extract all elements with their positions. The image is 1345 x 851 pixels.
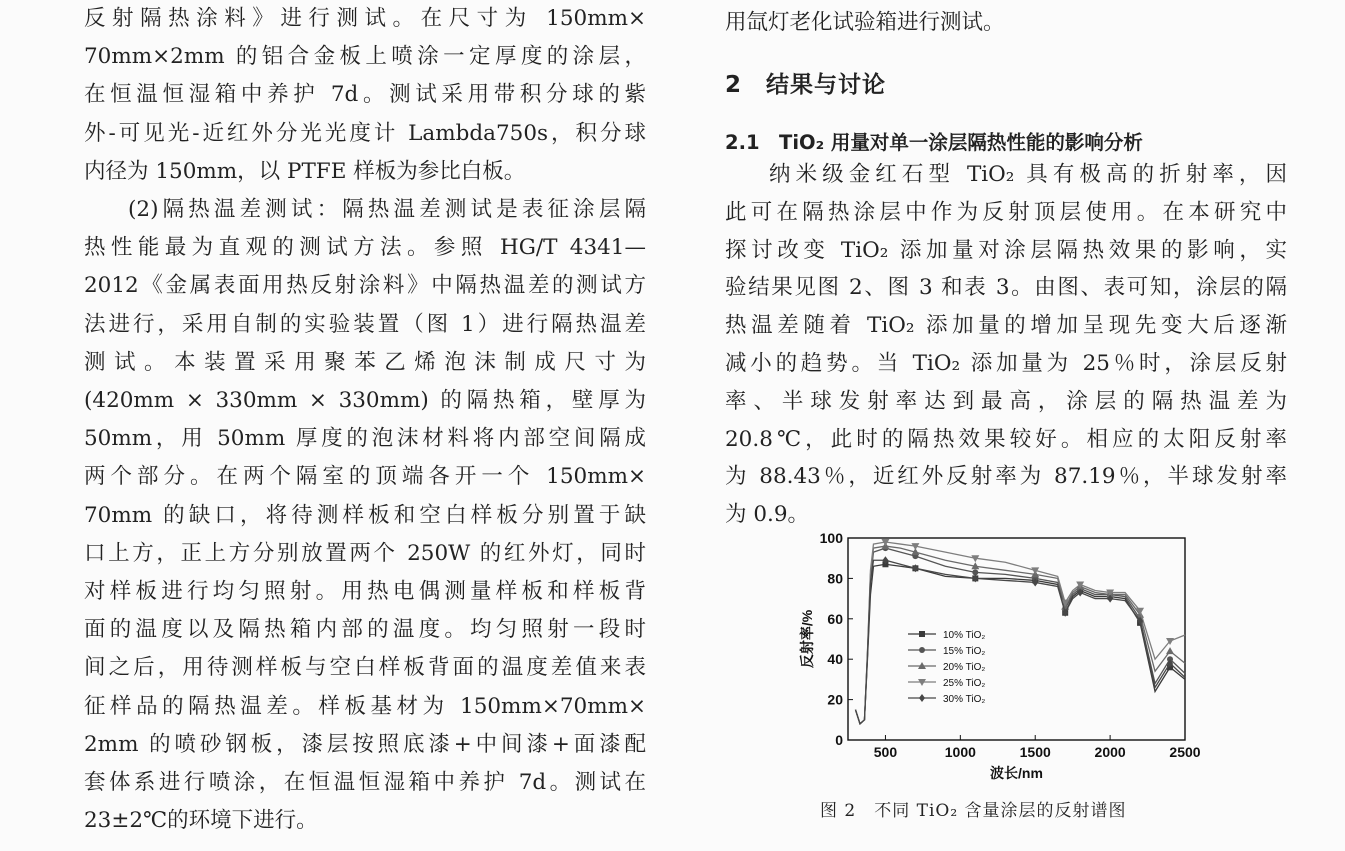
legend-label: 20% TiO₂	[943, 662, 986, 673]
y-tick-label: 40	[827, 651, 843, 668]
legend-label: 10% TiO₂	[943, 630, 986, 641]
legend-marker	[919, 694, 925, 702]
right-text-line: 探讨改变 TiO₂ 添加量对涂层隔热效果的影响，实	[725, 237, 1287, 263]
right-text-line: 热温差随着 TiO₂ 添加量的增加呈现先变大后逐渐	[725, 313, 1287, 339]
right-text-line: 此可在隔热涂层中作为反射顶层使用。在本研究中	[725, 199, 1287, 225]
y-axis-label: 反射率/%	[799, 609, 815, 669]
left-text-line: 对样板进行均匀照射。用热电偶测量样板和样板背	[84, 579, 646, 604]
legend-marker	[919, 647, 925, 653]
series-line	[855, 542, 1185, 724]
right-text-line: 为 88.43％，近红外反射率为 87.19％，半球发射率	[725, 464, 1287, 490]
right-text-line: 减小的趋势。当 TiO₂ 添加量为 25％时，涂层反射	[725, 351, 1287, 376]
series-line	[855, 560, 1185, 724]
legend-label: 15% TiO₂	[943, 646, 986, 657]
series-line	[855, 548, 1185, 724]
series-line	[855, 546, 1185, 724]
left-text-line: (2)隔热温差测试：隔热温差测试是表征涂层隔	[128, 197, 646, 222]
left-text-line: 面的温度以及隔热箱内部的温度。均匀照射一段时	[84, 617, 646, 643]
left-text-line: 间之后，用待测样板与空白样板背面的温度差值来表	[84, 655, 646, 681]
left-text-line: 内径为 150mm，以 PTFE 样板为参比白板。	[84, 158, 526, 184]
right-text-line: 纳米级金红石型 TiO₂ 具有极高的折射率，因	[769, 162, 1287, 187]
x-tick-label: 1500	[1019, 744, 1051, 760]
x-tick-label: 2500	[1169, 744, 1201, 760]
left-text-line: 2mm 的喷砂钢板，漆层按照底漆+中间漆+面漆配	[84, 731, 646, 757]
y-tick-label: 80	[827, 570, 843, 587]
left-text-line: 套体系进行喷涂，在恒温恒湿箱中养护 7d。测试在	[84, 770, 646, 795]
left-text-line: 两个部分。在两个隔室的顶端各开一个 150mm×	[84, 464, 646, 490]
legend-marker	[919, 631, 925, 637]
x-tick-label: 500	[873, 744, 898, 760]
x-axis-label: 波长/nm	[990, 765, 1043, 781]
y-tick-label: 60	[827, 610, 843, 627]
x-tick-label: 2000	[1094, 744, 1126, 760]
series-line	[855, 564, 1185, 724]
figure-caption: 图 2 不同 TiO₂ 含量涂层的反射谱图	[820, 801, 1127, 821]
series-point	[1166, 647, 1174, 654]
left-text-line: 23±2℃的环境下进行。	[84, 808, 318, 834]
right-top-line: 用氙灯老化试验箱进行测试。	[725, 10, 1005, 35]
left-text-line: 50mm，用 50mm 厚度的泡沫材料将内部空间隔成	[84, 426, 646, 452]
plot-frame	[848, 538, 1185, 740]
left-text-line: 测试。本装置采用聚苯乙烯泡沫制成尺寸为	[84, 349, 646, 375]
left-text-line: 70mm×2mm 的铝合金板上喷涂一定厚度的涂层，	[84, 44, 646, 70]
left-text-line: 征样品的隔热温差。样板基材为 150mm×70mm×	[84, 693, 646, 719]
x-tick-label: 1000	[944, 744, 976, 760]
section-heading: 2 结果与讨论	[725, 72, 887, 98]
left-text-line: 在恒温恒湿箱中养护 7d。测试采用带积分球的紫	[84, 82, 646, 108]
right-text-line: 验结果见图 2、图 3 和表 3。由图、表可知，涂层的隔	[725, 275, 1287, 301]
left-text-line: 2012《金属表面用热反射涂料》中隔热温差的测试方	[84, 273, 646, 299]
left-text-line: 热性能最为直观的测试方法。参照 HG/T 4341—	[84, 235, 646, 261]
left-text-line: 外-可见光-近红外分光光度计 Lambda750s，积分球	[84, 120, 646, 146]
left-text-line: 法进行，采用自制的实验装置（图 1）进行隔热温差	[84, 311, 646, 337]
right-text-line: 20.8℃，此时的隔热效果较好。相应的太阳反射率	[725, 426, 1287, 452]
left-text-line: (420mm × 330mm × 330mm) 的隔热箱，壁厚为	[84, 388, 646, 413]
left-text-line: 70mm 的缺口，将待测样板和空白样板分别置于缺	[84, 502, 646, 528]
right-text-line: 率、半球发射率达到最高，涂层的隔热温差为	[725, 388, 1287, 414]
y-tick-label: 0	[835, 732, 843, 748]
left-text-line: 口上方，正上方分别放置两个 250W 的红外灯，同时	[84, 540, 646, 566]
right-text-line: 为 0.9。	[725, 502, 810, 528]
subsection-heading: 2.1 TiO₂ 用量对单一涂层隔热性能的影响分析	[725, 131, 1143, 154]
left-text-line: 反射隔热涂料》进行测试。在尺寸为 150mm×	[84, 6, 646, 31]
y-tick-label: 20	[827, 691, 843, 708]
legend-label: 25% TiO₂	[943, 678, 986, 689]
reflectance-chart	[790, 530, 1220, 790]
y-tick-label: 100	[819, 530, 843, 546]
legend-label: 30% TiO₂	[943, 694, 986, 705]
